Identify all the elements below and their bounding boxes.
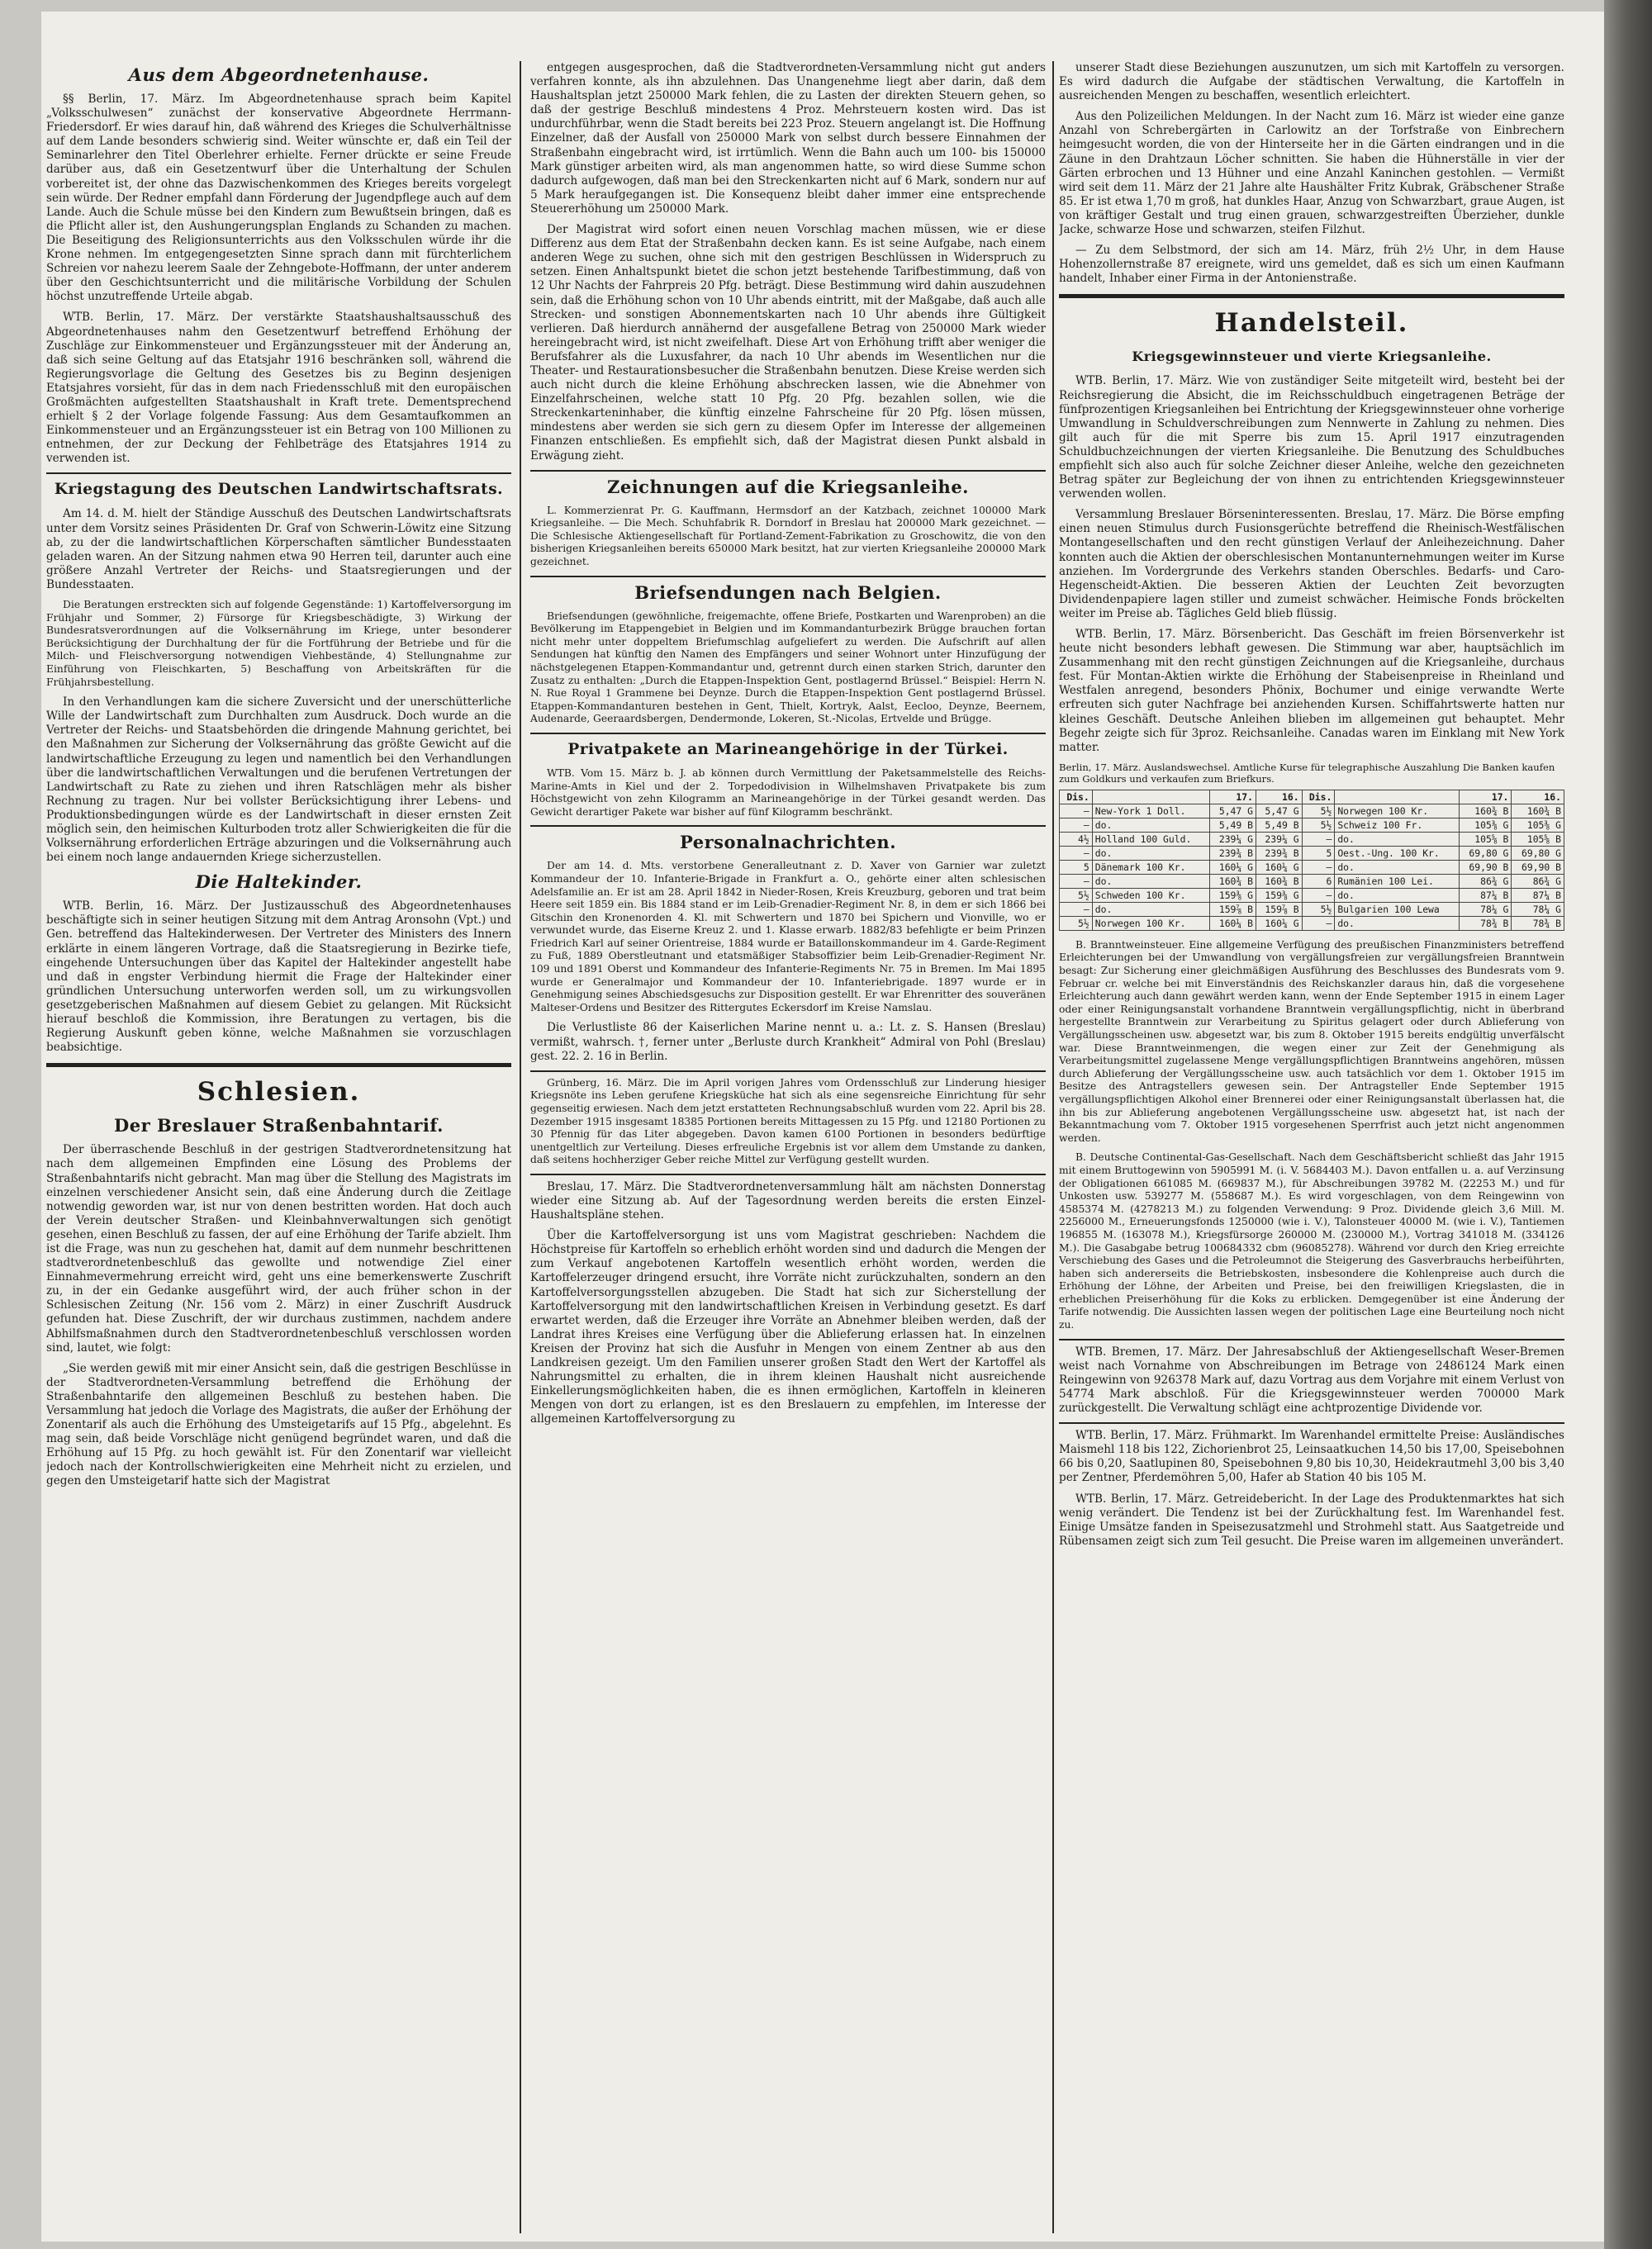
table-cell: 160¼ G: [1256, 860, 1303, 874]
article-paragraph: B. Deutsche Continental-Gas-Gesellschaft. Nach dem Geschäftsbericht schließt das Jahr 1915 mit einem Bruttogewinn von 5905991 M. (i. V. 5684403 M.). Davon entfallen u. a. auf Verzinsung der Obligationen 661085 M. (669837 M.), für Abschreibungen 39782 M. (22253 M.) und für Unkosten usw. 539277 M. (558687 M.). Es wird vorgeschlagen, von dem Reingewinn von 4585374 M. (4278213 M.) zu folgenden Verwendung: 9 Proz. Dividende gleich 3,6 Mill. M. 2256000 M., Erneuerungsfonds 1250000 (wie i. V.), Talonsteuer 40000 M. (wie i. V.), Tantiemen 196855 M. (163078 M.), Kriegsfürsorge 260000 M. (230000 M.), Vortrag 341018 M. (334126 M.). Die Gasabgabe betrug 100684332 cbm (96085278). Während vor durch den Krieg erreichte Verschiebung des Gases und die Petroleumnot die Steigerung des Gasverbrauchs herbeiführten, haben sich andererseits die Betriebskosten, insbesondere die Kohlenpreise auch durch die Erhöhung der Löhne, der Arbeiten und Preise, bei den freiwilligen Kriegslasten, die in erheblichen Preiserhöhung für die Koks zu erblicken. Demgegenüber ist eine Änderung der Tarife notwendig. Die Aussichten lassen wegen der politischen Lage eine Beurteilung noch nicht zu.: [1059, 1151, 1564, 1331]
article-paragraph: Über die Kartoffelversorgung ist uns vom Magistrat geschrieben: Nachdem die Höchstpreise für Kartoffeln so erheblich erhöht worden sind und dadurch die Mengen der zum Verkauf angebotenen Kartoffeln wesentlich erhöht worden, werden die Kartoffelerzeuger dringend ersucht, ihre Vorräte nicht zurückzuhalten, sondern an den Kartoffelversorgungsstellen abzugeben. Die Stadt hat sich zur Sicherstellung der Kartoffelversorgung mit den landwirtschaftlichen Kreisen in Verbindung gesetzt. Es darf erwartet werden, daß die Erzeuger ihre Vorräte an Abnehmer bleiben werden, daß der Landrat ihres Kreises eine Verfügung über die Ablieferung erlassen hat. In einzelnen Kreisen der Provinz hat sich die Ausfuhr in Mengen von einem Zentner ab aus den Landkreisen gezeigt. Um den Familien unserer großen Stadt den Wert der Kartoffel als Nahrungsmittel zu erhalten, die in ihrem kleinen Haushalt nicht ausreichende Einkellerungsmöglichkeiten haben, die es ihnen ermöglichen, Kartoffeln in kleineren Mengen von dort zu erlangen, ist es den Breslauern zu empfehlen, im Interesse der allgemeinen Kartoffelversorgung zu: [530, 1229, 1046, 1426]
table-cell: 78¾ B: [1459, 916, 1512, 930]
heading-kriegstagung: Kriegstagung des Deutschen Landwirtschaftsrats.: [54, 481, 504, 499]
table-cell: do.: [1092, 902, 1210, 916]
table-cell: 160¾ B: [1512, 804, 1564, 818]
heading-privatpakete: Privatpakete an Marineangehörige in der Türkei.: [567, 740, 1009, 758]
divider: [46, 1063, 511, 1067]
article-paragraph: WTB. Berlin, 17. März. Wie von zuständiger Seite mitgeteilt wird, besteht bei der Reichsregierung die Absicht, die im Reichsschuldbuch eingetragenen Beträge der fünfprozentigen Kriegsanleihen bei Entrichtung der Kriegsgewinnsteuer ohne vorherige Umwandlung in Schuldverschreibungen zum Nennwerte in Zahlung zu nehmen. Dies gilt auch für die mit Sperre bis zum 15. April 1917 einzutragenden Schuldbuchzeichnungen der vierten Kriegsanleihe. Die Benutzung des Schuldbuches empfiehlt sich also auch für solche Zeichner dieser Anleihe, welche den gezeichneten Betrag später zur Begleichung der von ihnen zu entrichtenden Kriegsgewinnsteuer verwenden wollen.: [1059, 374, 1564, 501]
table-cell: Dänemark 100 Kr.: [1092, 860, 1210, 874]
table-row: [1060, 846, 1564, 860]
table-cell: 105⅜ G: [1512, 818, 1564, 832]
table-cell: 239¾ B: [1210, 846, 1256, 860]
table-cell: Rumänien 100 Lei.: [1335, 874, 1460, 888]
article-paragraph: Der Magistrat wird sofort einen neuen Vorschlag machen müssen, wie er diese Differenz aus dem Etat der Straßenbahn decken kann. Es ist seine Aufgabe, nach einem anderen Wege zu suchen, ohne sich mit den gestrigen Beschlüssen in Widerspruch zu setzen. Einen Anhaltspunkt bietet die schon jetzt bestehende Tarifbestimmung, daß von 12 Uhr Nachts der Fahrpreis 20 Pfg. beträgt. Diese Bestimmung wird dahin auszudehnen sein, daß die Erhöhung schon von 10 Uhr abends eintritt, mit der Maßgabe, daß auch alle Strecken- und sonstigen Abonnementskarten nach 10 Uhr abends ihre Gültigkeit verlieren. Daß hierdurch annähernd der ausgefallene Betrag von 250000 Mark wieder hereingebracht wird, ist nicht zweifelhaft. Diese Art von Erhöhung trifft aber weniger die Berufsfahrer als die Luxusfahrer, da nach 10 Uhr abends im Wesentlichen nur die Theater- und Restaurationsbesucher die Straßenbahn benutzen. Diese Kreise werden sich auch nicht durch die kleine Erhöhung abschrecken lassen, wie die Abnehmer von Einzelfahrscheinen, welche statt 10 Pfg. 20 Pfg. bezahlen sollen, wie die Streckenkarteninhaber, die künftig einzelne Fahrscheine für 20 Pfg. lösen müssen, mindestens aber werden sie sich gern zu diesem Opfer im Interesse der allgemeinen Finanzen entschließen. Es empfiehlt sich, daß der Magistrat diesen Punkt alsbald in Erwägung zieht.: [530, 223, 1046, 463]
column-right: [1059, 61, 1564, 2237]
table-cell: —: [1302, 916, 1335, 930]
table-cell: 5½: [1060, 916, 1093, 930]
table-cell: —: [1060, 874, 1093, 888]
divider: [1059, 294, 1564, 298]
table-cell: Norwegen 100 Kr.: [1335, 804, 1460, 818]
table-row: [1060, 804, 1564, 818]
table-cell: 87¼ B: [1512, 888, 1564, 902]
exchange-rates-table: [1059, 790, 1564, 931]
table-row: [1060, 860, 1564, 874]
article-paragraph: WTB. Vom 15. März b. J. ab können durch Vermittlung der Paketsammelstelle des Reichs-Marine-Amts in Kiel und der 2. Torpedodivision in Wilhelmshaven Privatpakete bis zum Höchstgewicht von zehn Kilogramm an Marineangehörige in der Türkei gesandt werden. Das Gewicht derartiger Pakete war bisher auf fünf Kilogramm beschränkt.: [530, 766, 1046, 818]
table-cell: —: [1060, 902, 1093, 916]
table-cell: 69,80 G: [1512, 846, 1564, 860]
table-cell: 86¾ G: [1459, 874, 1512, 888]
article-paragraph: WTB. Berlin, 16. März. Der Justizausschuß des Abgeordnetenhauses beschäftigte sich in seiner heutigen Sitzung mit dem Antrag Aronsohn (Vpt.) und Gen. betreffend das Haltekinderwesen. Der Vertreter des Ministers des Innern erklärte in einem längeren Vortrage, daß die Staatsregierung in Bezirke tiefe, eingehende Untersuchungen über das Kapitel der Haltekinder angestellt habe und daß in engster Verbindung hiermit die Frage der Haltekinder einer gründlichen Untersuchung unterworfen werden soll, um zu wirkungsvollen gesetzgeberischen Maßnahmen auf diesem Gebiet zu gelangen. Mit Rücksicht hierauf beschloß die Kommission, ihre Beratungen zu vertagen, bis die Regierung Auskunft geben könne, welche Maßnahmen sie vorzuschlagen beabsichtige.: [46, 899, 511, 1055]
newspaper-page: [41, 12, 1604, 2242]
table-cell: 105⅝ B: [1512, 832, 1564, 846]
table-cell: 239¼ G: [1256, 832, 1303, 846]
table-header-cell: 17.: [1210, 790, 1256, 804]
heading-personalnachrichten: Personalnachrichten.: [680, 832, 896, 853]
article-paragraph: unserer Stadt diese Beziehungen auszunutzen, um sich mit Kartoffeln zu versorgen. Es wird dadurch die Aufgabe der städtischen Verwaltung, die Kartoffeln in ausreichenden Mengen zu beschaffen, wesentlich erleichtert.: [1059, 61, 1564, 103]
table-cell: 78¾ B: [1512, 916, 1564, 930]
table-header-cell: [1092, 790, 1210, 804]
table-row: [1060, 902, 1564, 916]
table-cell: 5: [1060, 860, 1093, 874]
table-cell: 5½: [1302, 818, 1335, 832]
table-cell: 69,90 B: [1459, 860, 1512, 874]
article-paragraph: WTB. Bremen, 17. März. Der Jahresabschluß der Aktiengesellschaft Weser-Bremen weist nach Vornahme von Abschreibungen im Betrage von 2486124 Mark einen Reingewinn von 926378 Mark auf, dazu Vortrag aus dem Vorjahre mit einem Verlust von 54774 Mark abschloß. Für die Kriegsgewinnsteuer werden 700000 Mark zurückgestellt. Die Verwaltung schlägt eine achtprozentige Dividende vor.: [1059, 1345, 1564, 1416]
table-header-cell: 16.: [1512, 790, 1564, 804]
table-cell: Schweden 100 Kr.: [1092, 888, 1210, 902]
article-paragraph: Am 14. d. M. hielt der Ständige Ausschuß des Deutschen Landwirtschaftsrats unter dem Vorsitz seines Präsidenten Dr. Graf von Schwerin-Löwitz eine Sitzung ab, zu der die landwirtschaftlichen Körperschaften sämtlicher Bundesstaaten geladen waren. An der Sitzung nahmen etwa 90 Herren teil, darunter auch eine größere Anzahl Vertreter der Reichs- und Staatsregierungen und der Bundesstaaten.: [46, 507, 511, 591]
table-cell: Norwegen 100 Kr.: [1092, 916, 1210, 930]
table-cell: 5½: [1060, 888, 1093, 902]
table-cell: —: [1060, 818, 1093, 832]
table-cell: 5: [1302, 846, 1335, 860]
article-paragraph: WTB. Berlin, 17. März. Getreidebericht. In der Lage des Produktenmarktes hat sich wenig verändert. Die Tendenz ist bei der Zurückhaltung fest. Im Warenhandel fest. Einige Umsätze fanden in Speisezusatzmehl und Strohmehl statt. Aus Saatgetreide und Rübensamen zeigt sich zum Teil gesucht. Die Preise waren im allgemeinen unverändert.: [1059, 1492, 1564, 1548]
table-header-cell: Dis.: [1302, 790, 1335, 804]
table-cell: do.: [1092, 846, 1210, 860]
table-cell: 160¾ B: [1256, 874, 1303, 888]
table-cell: 4½: [1060, 832, 1093, 846]
article-paragraph: B. Branntweinsteuer. Eine allgemeine Verfügung des preußischen Finanzministers betreffend Erleichterungen bei der Umwandlung von vergällungsfreien zur vergällungsfreien Branntwein besagt: Zur Sicherung einer gleichmäßigen Ausführung des Beschlusses des Bundesrats vom 9. Februar cr. welche bei mit Einverständnis des Reichskanzler daraus hin, daß die vorgesehene Erleichterung auch dann gewährt werden kann, wenn der Ende September 1915 in einem Lager oder einer Reinigungsanstalt vorhandene Branntwein vergällungspflichtig, nicht in überbrand hergestellte Branntwein zur Verarbeitung zu Spiritus gelagert oder durch Ablieferung von Vergällungsscheinen usw. abgesetzt war, bis zum 8. Oktober 1915 bereits endgültig unverfälscht war. Diese Branntweinmengen, die wegen einer zur Zeit der Genehmigung als Verarbeitungsmittel zugelassene Menge vergällungspflichtigen Branntweins angehören, müssen durch Ablieferung der Vergällungsscheine usw. auch tatsächlich vor dem 1. Oktober 1915 im Besitze des Antragstellers gewesen sein. Der Antragsteller Ende September 1915 vergällungspflichtigen Alkohol einer Brennerei oder einer Reinigungsanstalt überlassen hat, die ihn bis zur Ablieferung angebotenen Vergällungsscheine usw. abgesetzt hat, ist nach der Bekanntmachung vom 7. Oktober 1915 vorgesehenen Sperrfrist auch jetzt nicht angenommen werden.: [1059, 938, 1564, 1144]
table-cell: 5½: [1302, 902, 1335, 916]
table-header-cell: [1335, 790, 1460, 804]
article-paragraph: Die Beratungen erstreckten sich auf folgende Gegenstände: 1) Kartoffelversorgung im Frühjahr und Sommer, 2) Fürsorge für Kriegsbeschädigte, 3) Wirkung der Bundesratsverordnungen auf die Volksernährung im Kriege, unter besonderer Berücksichtigung der Durchhaltung der für die Fortführung der Betriebe und für die Milch- und Fleischversorgung notwendigen Viehbestände, 4) Stellungnahme zur Einführung von Fleischkarten, 5) Beschaffung von Arbeitskräften für die Frühjahrsbestellung.: [46, 599, 511, 688]
table-cell: Schweiz 100 Fr.: [1335, 818, 1460, 832]
table-cell: do.: [1335, 832, 1460, 846]
divider: [530, 1070, 1046, 1072]
table-row: [1060, 832, 1564, 846]
article-paragraph: Aus den Polizeilichen Meldungen. In der Nacht zum 16. März ist wieder eine ganze Anzahl von Schrebergärten in Carlowitz an der Torfstraße von Einbrechern heimgesucht worden, die von der Hinterseite her in die Gärten eindrangen und in die Zäune in den Drahtzaun Löcher schnitten. Sie haben die Hühnerställe in vier der Gärten erbrochen und 13 Hühner und eine Anzahl Kaninchen gestohlen. — Vermißt wird seit dem 11. März der 21 Jahre alte Haushälter Fritz Kubrak, Gräbschener Straße 85. Er ist etwa 1,70 m groß, hat dunkles Haar, Anzug von Schwarzbart, graue Augen, ist von kräftiger Gestalt und trug einen grauen, schwarzgestreiften Überzieher, dunkle Jacke, schwarze Hose und schwarzen, steifen Filzhut.: [1059, 110, 1564, 237]
table-cell: Bulgarien 100 Lewa: [1335, 902, 1460, 916]
table-cell: 69,80 G: [1459, 846, 1512, 860]
table-cell: 87¼ B: [1459, 888, 1512, 902]
article-paragraph: WTB. Berlin, 17. März. Frühmarkt. Im Warenhandel ermittelte Preise: Ausländisches Maismehl 118 bis 122, Zichorienbrot 25, Leinsaatkuchen 14,50 bis 17,00, Speisebohnen 66 bis 0,20, Saatlupinen 80, Speisebohnen 9,80 bis 10,30, Heidekrautmehl 3,00 bis 3,40 per Zentner, Pferdemöhren 5,00, Hafer ab Station 40 bis 105 M.: [1059, 1429, 1564, 1485]
table-cell: —: [1060, 846, 1093, 860]
table-cell: 105⅝ B: [1459, 832, 1512, 846]
article-paragraph: Der am 14. d. Mts. verstorbene Generalleutnant z. D. Xaver von Garnier war zuletzt Kommandeur der 10. Infanterie-Brigade in Frankfurt a. O., gehörte einer alten schlesischen Adelsfamilie an. Er ist am 28. April 1842 in Nieder-Rosen, Kreis Kreuzburg, geboren und trat beim Heere seit 1859 ein. Bis 1884 stand er im Leib-Grenadier-Regiment Nr. 8, in dem er sich 1866 bei Gitschin den Kronenorden 4. Kl. mit Schwertern und 1870 bei Spichern und Vionville, wo er verwundet wurde, das Eiserne Kreuz 2. und 1. Klasse erwarb. 1882/83 befehligte er beim Prinzen Friedrich Karl auf seiner Orientreise, 1884 wurde er Bataillonskommandeur im 4. Garde-Regiment zu Fuß, 1889 Oberstleutnant und etatsmäßiger Stabsoffizier beim Leib-Grenadier-Regiment Nr. 109 und 1891 Oberst und Kommandeur des Infanterie-Regiments Nr. 75 in Bremen. Im Mai 1895 wurde er Generalmajor und Kommandeur der 10. Infanteriebrigade. 1897 wurde er in Genehmigung seines Abschiedsgesuchs zur Disposition gestellt. Er war Ehrenritter des souveränen Malteser-Ordens und Besitzer des Rittergutes Eckersdorf im Kreise Namslau.: [530, 860, 1046, 1013]
table-cell: —: [1302, 860, 1335, 874]
divider: [46, 472, 511, 474]
divider: [530, 1174, 1046, 1175]
table-cell: 5,49 B: [1210, 818, 1256, 832]
column-left: [46, 61, 511, 2237]
article-paragraph: — Zu dem Selbstmord, der sich am 14. März, früh 2½ Uhr, in dem Hause Hohenzollernstraße 87 ereignete, wird uns gemeldet, daß es sich um einen Kaufmann handelt, Inhaber einer Firma in der Antonienstraße.: [1059, 244, 1564, 286]
table-cell: —: [1302, 888, 1335, 902]
table-row: [1060, 818, 1564, 832]
article-paragraph: WTB. Berlin, 17. März. Börsenbericht. Das Geschäft im freien Börsenverkehr ist heute nicht besonders lebhaft gewesen. Die Stimmung war aber, hauptsächlich im Zusammenhang mit den recht günstigen Zeichnungen auf die Kriegsanleihe, durchaus fest. Für Montan-Aktien wirkte die Erhöhung der Stabeisenpreise in Rheinland und Westfalen anregend, besonders Phönix, Bochumer und einige verwandte Werte erfreuten sich guter Nachfrage bei anziehenden Kursen. Schiffahrtswerte hatten nur kleines Geschäft. Deutsche Anleihen blieben im allgemeinen gut behauptet. Mehr Begehr zeigte sich für 3proz. Reichsanleihe. Canadas waren im Einklang mit New York matter.: [1059, 628, 1564, 754]
article-paragraph: WTB. Berlin, 17. März. Der verstärkte Staatshaushaltsausschuß des Abgeordnetenhauses nahm den Gesetzentwurf betreffend Erhöhung der Zuschläge zur Einkommensteuer und Ergänzungssteuer mit der Änderung an, daß sich seine Geltung auf das Etatsjahr 1916 beschränken soll, während die Regierungsvorlage die Geltung des Gesetzes bis zu Beginn desjenigen Etatsjahres vorsieht, für das in dem nach Friedensschluß mit den europäischen Großmächten aufgestellten Staatshaushalt in Kraft trete. Dementsprechend erhielt § 2 der Vorlage folgende Fassung: Aus dem Gesamtaufkommen an Einkommensteuer und an Ergänzungssteuer ist ein Betrag von 100 Millionen zu entnehmen, der zur Deckung der Fehlbeträge des Etatsjahres 1914 zu verwenden ist.: [46, 311, 511, 466]
article-paragraph: „Sie werden gewiß mit mir einer Ansicht sein, daß die gestrigen Beschlüsse in der Stadtverordneten-Versammlung betreffend die Erhöhung der Straßenbahntarife den allgemeinen Beschluß zu bestehen haben. Die Versammlung hat jedoch die Vorlage des Magistrats, die außer der Erhöhung der Zonentarif als auch die Erhöhung des Umsteigetarifs auf 15 Pfg., abgelehnt. Es mag sein, daß beide Vorschläge nicht genügend begründet waren, und daß die Erhöhung auf 15 Pfg. zu hoch gewählt ist. Für den Zonentarif war vielleicht jedoch nach der Kontrollschwierigkeiten eine Mehrheit nicht zu erzielen, und gegen den Umsteigetarif hatte sich der Magistrat: [46, 1361, 511, 1488]
table-cell: 5½: [1302, 804, 1335, 818]
table-cell: 159⅜ G: [1210, 888, 1256, 902]
article-paragraph: Der überraschende Beschluß in der gestrigen Stadtverordnetensitzung hat nach dem allgemeinen Empfinden eine Lösung des Problems der Straßenbahntarifs nicht gebracht. Man mag über die Stellung des Magistrats im einzelnen verschiedener Ansicht sein, daß eine Änderung durch die Zeitlage notwendig geworden war, ist nur von denen bestritten worden. Hat doch auch der Verein deutscher Straßen- und Kleinbahnverwaltungen sich genötigt gesehen, einen Beschluß zu fassen, der auf eine Erhöhung der Tarife abzielt. Ihm ist die Frage, was nun zu geschehen hat, damit auf dem nunmehr beschrittenen stadtverordnetenbeschluß das gewollte und notwendige Ziel einer Einnahmevermehrung erreicht wird, geht uns eine bemerkenswerte Zuschrift zu, in der ein Gedanke ausgeführt wird, der auch früher schon in der Schlesischen Zeitung (Nr. 156 vom 2. März) in einer Zuschrift Ausdruck gefunden hat. Diese Zuschrift, der wir durchaus zustimmen, nachdem andere Abhilfsmaßnahmen durch den Stadtverordnetenbeschluß verschlossen worden sind, lautet, wie folgt:: [46, 1143, 511, 1355]
article-paragraph: Versammlung Breslauer Börseninteressenten. Breslau, 17. März. Die Börse empfing einen neuen Stimulus durch Fusionsgerüchte betreffend die Rheinisch-Westfälischen Montangesellschaften und den recht günstigen Verlauf der Anleihezeichnung. Daher konnten auch die Aktien der oberschlesischen Montanunternehmungen weiter im Kurse anziehen. Im Vordergrunde des Verkehrs standen Oberschles. Bedarfs- und Caro-Hegenscheidt-Aktien. Die besseren Aktien der Leuchten Zeit bevorzugten Dividendenpapiere lagen stiller und zumeist schwächer. Heimische Fonds bröckelten weiter im Preise ab. Tägliches Geld blieb flüssig.: [1059, 508, 1564, 620]
divider: [530, 470, 1046, 472]
table-cell: 159⅞ B: [1256, 902, 1303, 916]
article-paragraph: Breslau, 17. März. Die Stadtverordnetenversammlung hält am nächsten Donnerstag wieder eine Sitzung ab. Auf der Tagesordnung werden bereits die ersten Einzel-Haushaltspläne stehen.: [530, 1179, 1046, 1222]
table-cell: 159⅞ B: [1210, 902, 1256, 916]
article-paragraph: L. Kommerzienrat Pr. G. Kauffmann, Hermsdorf an der Katzbach, zeichnet 100000 Mark Kriegsanleihe. — Die Mech. Schuhfabrik R. Dorndorf in Breslau hat 200000 Mark gezeichnet. — Die Schlesische Aktiengesellschaft für Portland-Zement-Fabrikation zu Groschowitz, die von den bisherigen Kriegsanleihen bereits 650000 Mark besitzt, hat zur vierten Kriegsanleihe 200000 Mark gezeichnet.: [530, 504, 1046, 567]
table-cell: 160¼ G: [1256, 916, 1303, 930]
table-cell: New-York 1 Doll.: [1092, 804, 1210, 818]
table-cell: 6: [1302, 874, 1335, 888]
divider: [1059, 1422, 1564, 1424]
heading-handelsteil: Handelsteil.: [1214, 308, 1409, 339]
table-cell: do.: [1092, 818, 1210, 832]
table-cell: 160¼ B: [1210, 916, 1256, 930]
heading-strassenbahntarif: Der Breslauer Straßenbahntarif.: [114, 1115, 444, 1136]
page-edge-shadow: [1604, 0, 1652, 2249]
divider: [1059, 1339, 1564, 1340]
table-row: [1060, 888, 1564, 902]
table-cell: —: [1060, 804, 1093, 818]
article-paragraph: In den Verhandlungen kam die sichere Zuversicht und der unerschütterliche Wille der Landwirtschaft zum Durchhalten zum Ausdruck. Doch wurde an die Vertreter der Reichs- und Staatsbehörden die dringende Mahnung gerichtet, bei den Maßnahmen zur Sicherung der Volksernährung das größte Gewicht auf die landwirtschaftliche Erzeugung zu legen und namentlich bei den Verhandlungen über die landwirtschaftlichen Verwaltungen und die berufenen Vertretungen der Landwirtschaft zu Rate zu ziehen und ihren Ratschlägen mehr als bisher Rechnung zu tragen. Nur bei vollster Berücksichtigung ihrer Lebens- und Produktionsbedingungen würde es der Landwirtschaft in dieser ernsten Zeit möglich sein, den heimischen Kulturboden trotz aller Schwierigkeiten die für die Volksernährung erforderlichen Erträge abzuringen und die Volksernährung auch bei einem noch lange andauernden Kriege sicherzustellen.: [46, 695, 511, 865]
column-rule: [520, 61, 521, 2233]
table-cell: do.: [1335, 888, 1460, 902]
table-cell: 86¾ G: [1512, 874, 1564, 888]
table-header-cell: 17.: [1459, 790, 1512, 804]
table-cell: 160¾ B: [1459, 804, 1512, 818]
table-row: [1060, 916, 1564, 930]
table-cell: 159⅜ G: [1256, 888, 1303, 902]
divider: [530, 733, 1046, 734]
heading-schlesien: Schlesien.: [197, 1077, 361, 1108]
table-cell: 69,90 B: [1512, 860, 1564, 874]
heading-briefsendungen: Briefsendungen nach Belgien.: [634, 581, 942, 603]
exchange-rates-intro: Berlin, 17. März. Auslandswechsel. Amtliche Kurse für telegraphische Auszahlung Die Banken kaufen zum Goldkurs und verkaufen zum Briefkurs.: [1059, 761, 1555, 785]
table-cell: 239¼ G: [1210, 832, 1256, 846]
heading-haltekinder: Die Haltekinder.: [195, 871, 363, 893]
column-middle: [530, 61, 1046, 2237]
table-cell: Oest.-Ung. 100 Kr.: [1335, 846, 1460, 860]
table-cell: 5,47 G: [1256, 804, 1303, 818]
heading-zeichnungen: Zeichnungen auf die Kriegsanleihe.: [607, 476, 969, 497]
article-paragraph: Grünberg, 16. März. Die im April vorigen Jahres vom Ordensschluß zur Linderung hiesiger Kriegsnöte ins Leben gerufene Kriegsküche hat sich als eine segensreiche Einrichtung für sehr gegenseitig erwiesen. Nach dem jetzt erstatteten Rechnungsabschluß wurden vom 22. April bis 28. Dezember 1915 insgesamt 18385 Portionen bereits Mittagessen zu 15 Pfg. und 12180 Portionen zu 30 Pfennig für das Liter abgegeben. Davon kamen 6100 Portionen in besonders bedürftige unentgeltlich zur Verteilung. Dieses erfreuliche Ergebnis ist vor allem dem Umstande zu danken, daß seitens hochherziger Geber reiche Mittel zur Verfügung gestellt wurden.: [530, 1076, 1046, 1166]
article-paragraph: Briefsendungen (gewöhnliche, freigemachte, offene Briefe, Postkarten und Warenproben) an die Bevölkerung im Etappengebiet in Belgien und im Kommandanturbezirk Brügge brauchen fortan nicht mehr unter doppeltem Briefumschlag aufgeliefert zu werden. Die Aufschrift auf allen Sendungen hat künftig den Namen des Empfängers und seiner Wohnort unter Hinzufügung der nächstgelegenen Etappen-Kommandantur und, getrennt durch einen starken Strich, darunter den Zusatz zu enthalten: „Durch die Etappen-Inspektion Gent, postlagernd Brüssel.“ Beispiel: Herrn N. N. Rue Royal 1 Grammene bei Deynze. Durch die Etappen-Inspektion Gent postlagernd Brüssel. Etappen-Kommandanturen bestehen in Gent, Thielt, Kortryk, Aalst, Eecloo, Deynze, Beernem, Audenarde, Geeraardsbergen, Dendermonde, Lokeren, St.-Nicolas, Ertvelde und Brügge.: [530, 610, 1046, 725]
divider: [530, 825, 1046, 827]
table-cell: do.: [1092, 874, 1210, 888]
table-cell: 160¾ B: [1210, 874, 1256, 888]
table-header-cell: Dis.: [1060, 790, 1093, 804]
table-cell: do.: [1335, 860, 1460, 874]
table-cell: do.: [1335, 916, 1460, 930]
table-cell: 5,49 B: [1256, 818, 1303, 832]
table-cell: 78¼ G: [1512, 902, 1564, 916]
table-cell: 105⅜ G: [1459, 818, 1512, 832]
divider: [530, 576, 1046, 577]
table-cell: Holland 100 Guld.: [1092, 832, 1210, 846]
heading-abgeordnetenhaus: Aus dem Abgeordnetenhause.: [128, 64, 430, 85]
column-rule: [1052, 61, 1054, 2233]
heading-kriegsgewinnsteuer: Kriegsgewinnsteuer und vierte Kriegsanleihe.: [1132, 349, 1492, 365]
table-cell: —: [1302, 832, 1335, 846]
table-cell: 160¼ G: [1210, 860, 1256, 874]
table-cell: 78¼ G: [1459, 902, 1512, 916]
table-cell: 5,47 G: [1210, 804, 1256, 818]
table-cell: 239¾ B: [1256, 846, 1303, 860]
article-paragraph: entgegen ausgesprochen, daß die Stadtverordneten-Versammlung nicht gut anders verfahren konnte, als ihn abzulehnen. Das Unangenehme liegt aber darin, daß dem Haushaltsplan jetzt 250000 Mark fehlen, die zu Lasten der direkten Steuern gehen, so daß der gestrige Beschluß mindestens 4 Proz. Mehrsteuern kosten wird. Das ist undurchführbar, wenn die Stadt bereits bei 223 Proz. Steuern angelangt ist. Die Hoffnung Einzelner, daß der Ausfall von 250000 Mark von selbst durch bessere Einnahmen der Straßenbahn eingebracht wird, ist irrtümlich. Wenn die Bahn auch um 100- bis 150000 Mark günstiger arbeiten wird, als man angenommen hatte, so wird diese Summe schon dadurch aufgewogen, daß man bei den Streckenkarten nicht auf 6 Mark, sondern nur auf 5 Mark heraufgegangen ist. Die Konsequenz bleibt daher immer eine entsprechende Steuererhöhung um 250000 Mark.: [530, 61, 1046, 216]
article-paragraph: Die Verlustliste 86 der Kaiserlichen Marine nennt u. a.: Lt. z. S. Hansen (Breslau) vermißt, wahrsch. †, ferner unter „Berluste durch Krankheit“ Admiral von Pohl (Breslau) gest. 22. 2. 16 in Berlin.: [530, 1021, 1046, 1063]
table-row: [1060, 874, 1564, 888]
table-header-cell: 16.: [1256, 790, 1303, 804]
article-paragraph: §§ Berlin, 17. März. Im Abgeordnetenhause sprach beim Kapitel „Volksschulwesen“ zunächst der konservative Abgeordnete Herrmann-Friedersdorf. Er wies darauf hin, daß während des Krieges die Schulverhältnisse auf dem Lande besonders schwierig sind. Weiter wünschte er, daß ein Teil der Seminarlehrer den Titel Oberlehrer erhielte. Ferner drückte er seine Freude darüber aus, daß ein Gesetzentwurf über die Unterhaltung der Schulen vorbereitet ist, der ohne das Dazwischenkommen des Krieges bereits vorgelegt sein würde. Der Redner empfahl dann Förderung der Jugendpflege auch auf dem Lande. Auch die Schule müsse bei den Kindern zum Bewußtsein bringen, daß es die Pflicht aller ist, den Aushungerungsplan Englands zu Schanden zu machen. Die Beseitigung des Religionsunterrichts aus den Volksschulen würde ihr die Krone nehmen. Im entgegengesetzten Sinne sprach dann mit fürchterlichem Schreien vor nahezu leerem Saale der Zehngebote-Hoffmann, der unter anderem über den Geschichtsunterricht und die militärische Vorbildung der Schulen höchst unzutreffende Urteile abgab.: [46, 93, 511, 304]
